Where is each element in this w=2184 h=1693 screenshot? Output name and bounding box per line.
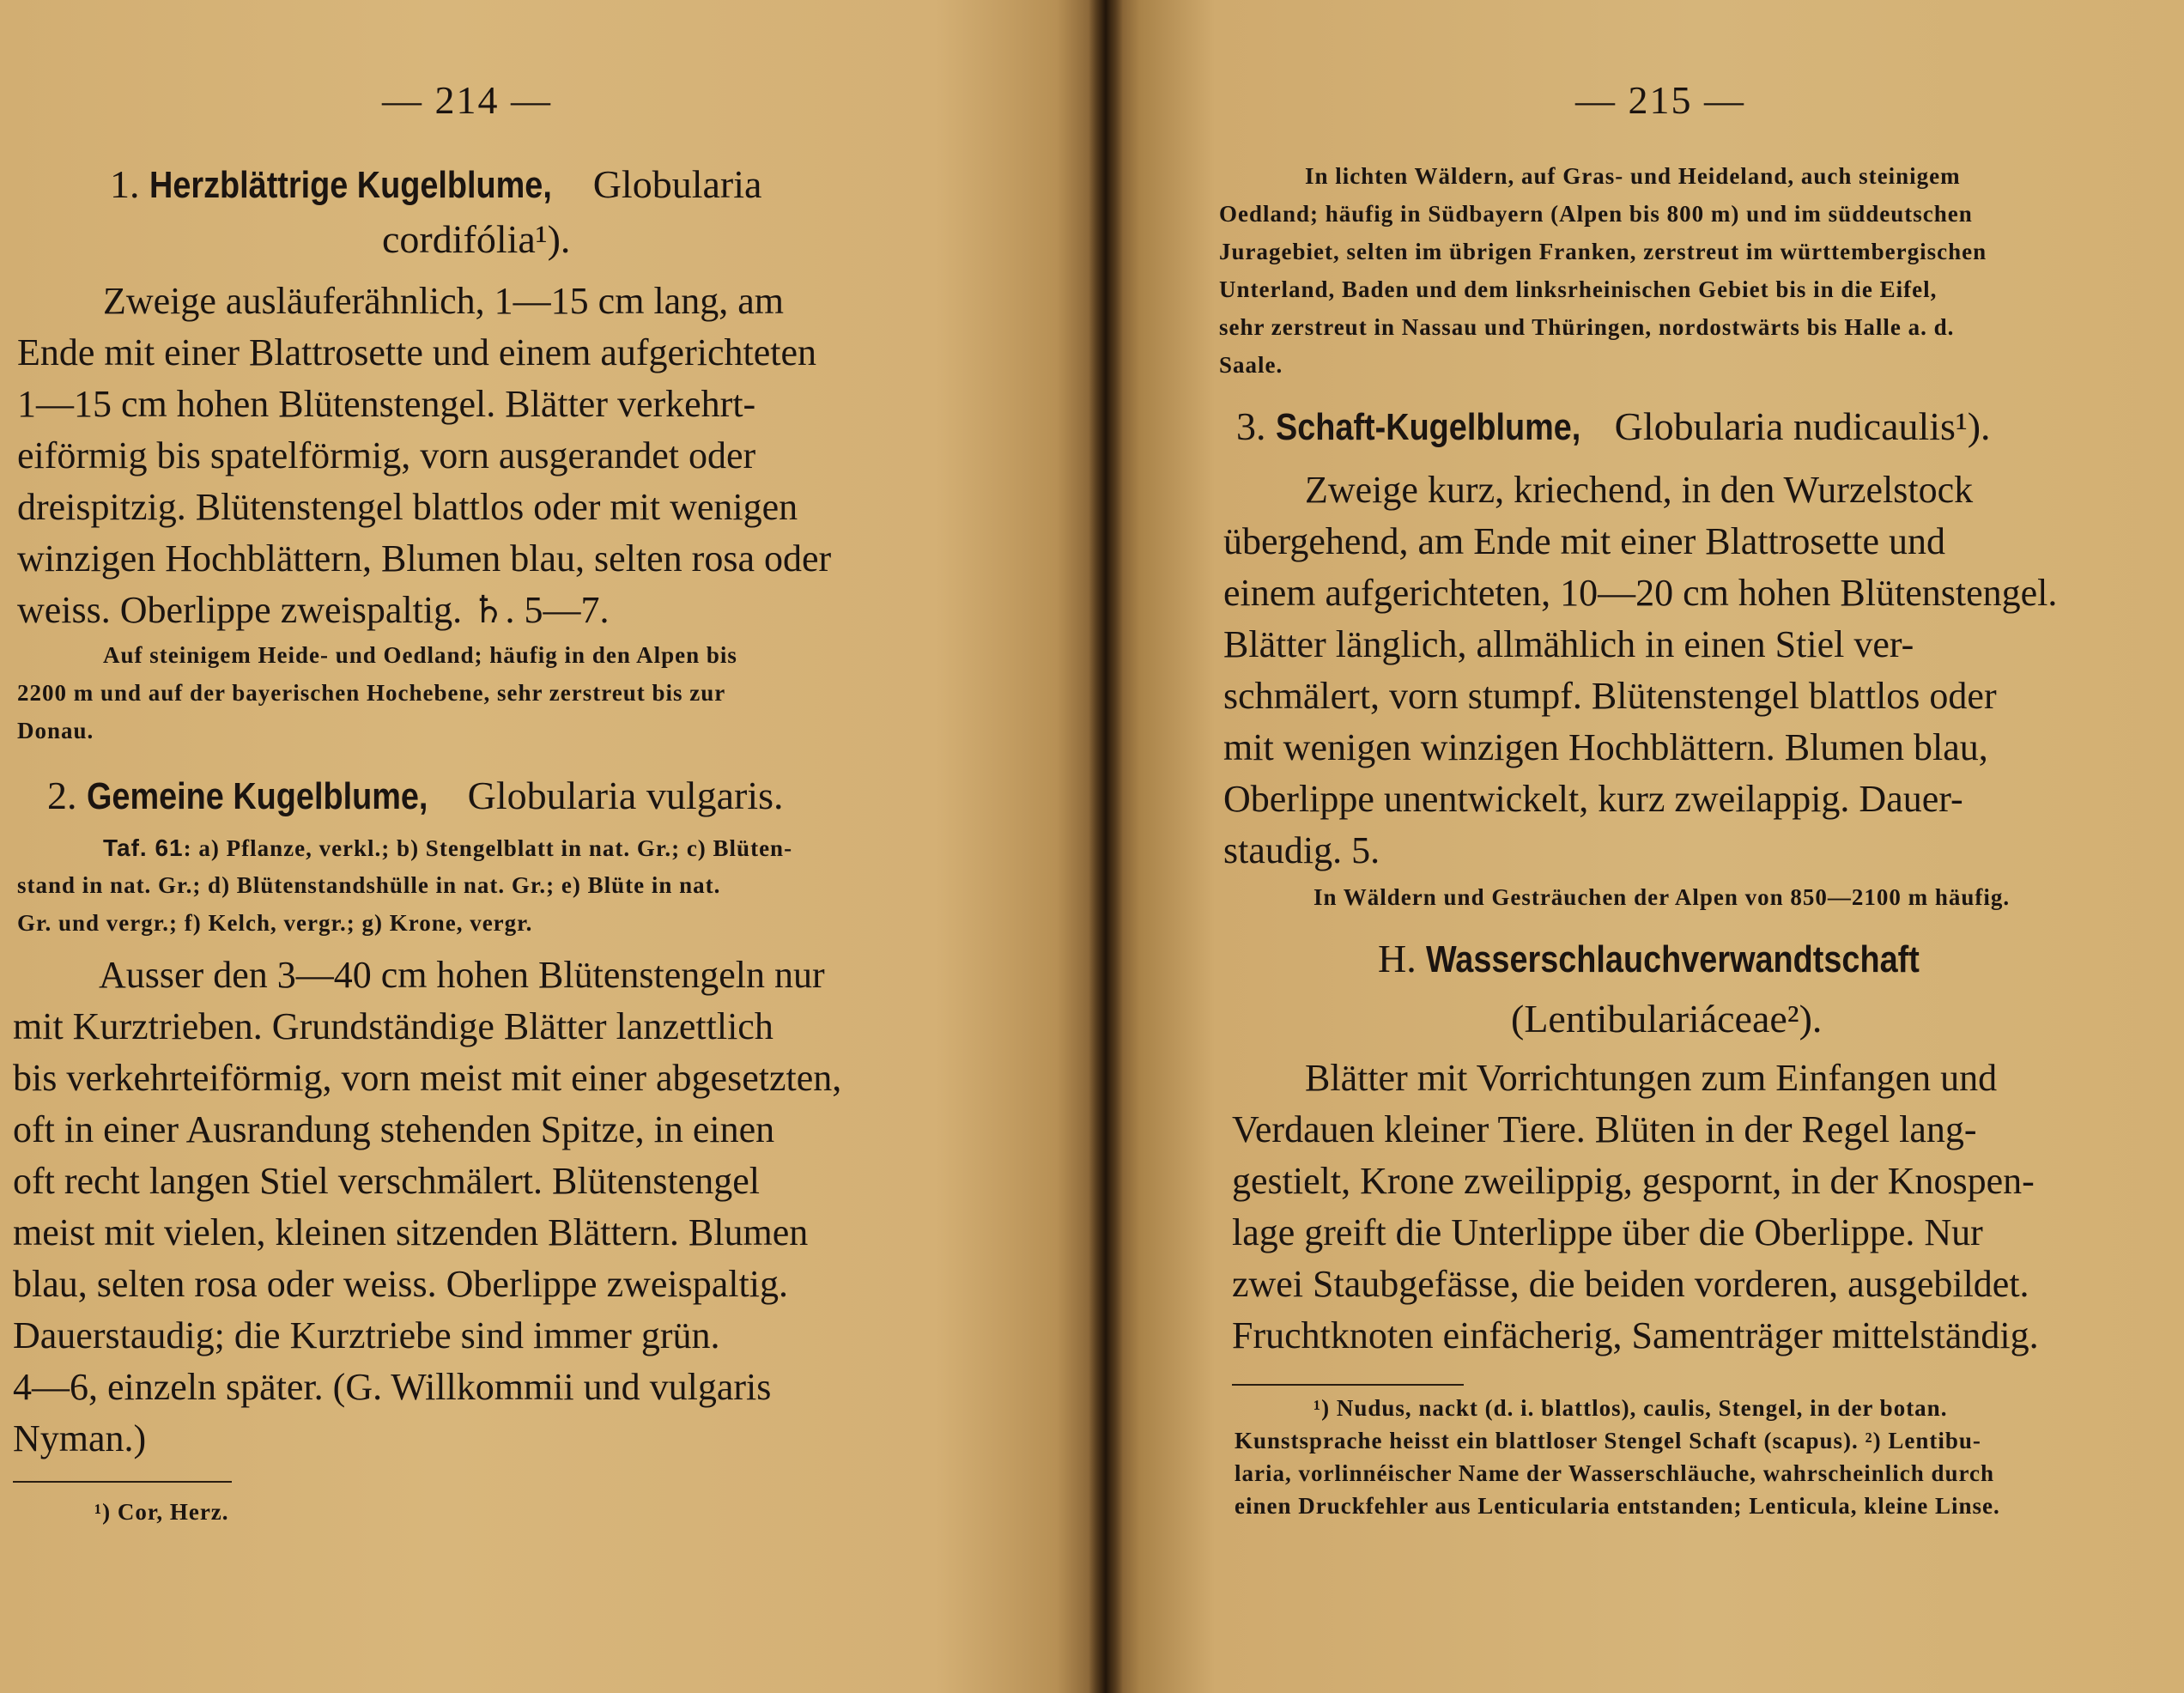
latin-name: Globularia <box>592 162 762 206</box>
section-title: Wasserschlauchverwandtschaft <box>1426 938 1920 980</box>
page-number: — 214 — <box>382 78 552 122</box>
footnote-line: Kunstsprache heisst ein blattloser Stengel Schaft (scapus). ²) Lentibu- <box>1235 1428 1981 1453</box>
section-heading <box>47 773 784 818</box>
habitat-line: Juragebiet, selten im übrigen Franken, zerstreut im württembergischen <box>1219 239 1987 264</box>
text-line: Blätter mit Vorrichtungen zum Einfangen und <box>1305 1057 1998 1099</box>
footnote: ¹) Cor, Herz. <box>94 1499 229 1525</box>
text-line: Nyman.) <box>13 1417 147 1459</box>
habitat-line: sehr zerstreut in Nassau und Thüringen, nordostwärts bis Halle a. d. <box>1219 314 1955 340</box>
text-line: 1—15 cm hohen Blütenstengel. Blätter verkehrt- <box>17 383 756 425</box>
text-line: winzigen Hochblättern, Blumen blau, selten rosa oder <box>17 537 832 580</box>
text-line: Dauerstaudig; die Kurztriebe sind immer grün. <box>13 1314 720 1356</box>
habitat-line: 2200 m und auf der bayerischen Hochebene, sehr zerstreut bis zur <box>17 680 726 706</box>
text-line: mit wenigen winzigen Hochblättern. Blumen blau, <box>1223 726 1988 768</box>
book-gutter <box>1089 0 1123 1693</box>
text-line: oft in einer Ausrandung stehenden Spitze, in einen <box>13 1108 775 1150</box>
text-line: oft recht langen Stiel verschmälert. Blütenstengel <box>13 1160 760 1202</box>
footnote-line: einen Druckfehler aus Lenticularia entstanden; Lenticula, kleine Linse. <box>1235 1493 2000 1519</box>
text-line: Zweige kurz, kriechend, in den Wurzelstock <box>1305 469 1974 511</box>
section-number: 1. <box>110 162 140 206</box>
latin-name: Globularia nudicaulis¹). <box>1614 404 1991 448</box>
text-line: Fruchtknoten einfächerig, Samenträger mittelständig. <box>1232 1314 2039 1356</box>
text-line: übergehend, am Ende mit einer Blattrosette und <box>1223 520 1946 562</box>
plate-label: Taf. 61 <box>103 834 184 861</box>
text-line: Verdauen kleiner Tiere. Blüten in der Regel lang- <box>1232 1108 1977 1150</box>
section-number: 2. <box>47 774 77 817</box>
text-line: Ausser den 3—40 cm hohen Blütenstengeln nur <box>99 954 825 996</box>
habitat-line: Auf steinigem Heide- und Oedland; häufig in den Alpen bis <box>103 642 737 668</box>
text-line: mit Kurztrieben. Grundständige Blätter lanzettlich <box>13 1005 774 1047</box>
habitat-note: In Wäldern und Gesträuchen der Alpen von 850—2100 m häufig. <box>1313 884 2011 910</box>
section-number: 3. <box>1236 404 1266 448</box>
page-number: — 215 — <box>1575 78 1745 122</box>
text-line: 4—6, einzeln später. (G. Willkommii und vulgaris <box>13 1366 772 1408</box>
latin-name: Globularia vulgaris. <box>467 774 784 817</box>
section-heading <box>1378 936 2000 981</box>
text-line: dreispitzig. Blütenstengel blattlos oder mit wenigen <box>17 486 798 528</box>
habitat-line: Unterland, Baden und dem linksrheinischen Gebiet bis in die Eifel, <box>1219 276 1938 302</box>
section-heading <box>1236 404 1991 449</box>
text-line: einem aufgerichteten, 10—20 cm hohen Blütenstengel. <box>1223 572 2058 614</box>
text-line: Blätter länglich, allmählich in einen Stiel ver- <box>1223 623 1914 665</box>
plate-line: stand in nat. Gr.; d) Blütenstandshülle in nat. Gr.; e) Blüte in nat. <box>17 872 721 898</box>
section-title: Gemeine Kugelblume, <box>87 775 428 817</box>
text-line: bis verkehrteiförmig, vorn meist mit einer abgesetzten, <box>13 1057 842 1099</box>
text-line: Ende mit einer Blattrosette und einem aufgerichteten <box>17 331 816 373</box>
plate-text: : a) Pflanze, verkl.; b) Stengelblatt in nat. Gr.; c) Blüten- <box>183 835 793 861</box>
footnote-line: ¹) Nudus, nackt (d. i. blattlos), caulis, Stengel, in der botan. <box>1313 1395 1948 1421</box>
section-subtitle: (Lentibulariáceae²). <box>1511 997 1823 1041</box>
habitat-line: Donau. <box>17 718 94 743</box>
text-line: weiss. Oberlippe zweispaltig. ♄. 5—7. <box>17 589 610 631</box>
habitat-line: Saale. <box>1219 352 1283 378</box>
plate-line <box>103 834 792 862</box>
text-line: gestielt, Krone zweilippig, gespornt, in der Knospen- <box>1232 1160 2035 1202</box>
right-page <box>1107 0 2184 1693</box>
section-title: Herzblättrige Kugelblume, <box>149 164 552 206</box>
text-line: blau, selten rosa oder weiss. Oberlippe zweispaltig. <box>13 1263 788 1305</box>
text-line: Oberlippe unentwickelt, kurz zweilappig. Dauer- <box>1223 778 1963 820</box>
text-line: eiförmig bis spatelförmig, vorn ausgerandet oder <box>17 434 756 476</box>
latin-name-cont: cordifólia¹). <box>382 217 571 261</box>
habitat-line: In lichten Wäldern, auf Gras- und Heideland, auch steinigem <box>1305 163 1961 189</box>
text-line: zwei Staubgefässe, die beiden vorderen, ausgebildet. <box>1232 1263 2029 1305</box>
footnote-line: laria, vorlinnéischer Name der Wasserschläuche, wahrscheinlich durch <box>1235 1460 1995 1486</box>
text-line: schmälert, vorn stumpf. Blütenstengel blattlos oder <box>1223 675 1997 717</box>
text-line: staudig. 5. <box>1223 829 1380 871</box>
text-line: meist mit vielen, kleinen sitzenden Blättern. Blumen <box>13 1211 809 1253</box>
footnote-rule <box>13 1481 232 1483</box>
section-title: Schaft-Kugelblume, <box>1276 406 1581 448</box>
text-line: Zweige ausläuferähnlich, 1—15 cm lang, am <box>103 280 784 322</box>
text-line: lage greift die Unterlippe über die Oberlippe. Nur <box>1232 1211 1983 1253</box>
habitat-line: Oedland; häufig in Südbayern (Alpen bis 800 m) und im süddeutschen <box>1219 201 1973 227</box>
section-heading <box>110 161 761 207</box>
footnote-rule <box>1232 1384 1464 1386</box>
section-letter: H. <box>1378 937 1417 980</box>
plate-line: Gr. und vergr.; f) Kelch, vergr.; g) Krone, vergr. <box>17 910 533 936</box>
